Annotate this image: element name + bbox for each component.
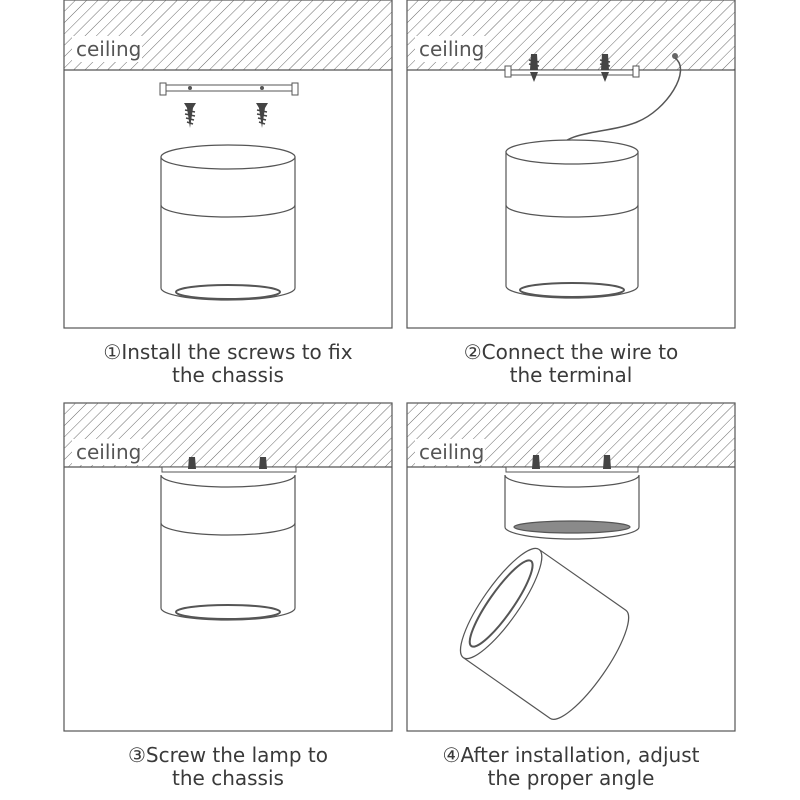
downlight-lamp	[161, 145, 295, 300]
caption-line: ③Screw the lamp to	[127, 743, 329, 767]
ceiling-label: ceiling	[419, 37, 485, 61]
step-4-panel	[407, 403, 735, 731]
step-3-panel	[64, 403, 392, 731]
step-1-panel	[64, 0, 392, 328]
caption-line: ②Connect the wire to	[463, 340, 679, 364]
screw-icon	[188, 457, 196, 469]
caption-line: ④After installation, adjust	[442, 743, 700, 767]
screw-icon	[532, 455, 540, 469]
caption-line: the terminal	[509, 363, 633, 387]
caption-line: ①Install the screws to fix	[103, 340, 353, 364]
downlight-lamp	[161, 475, 295, 620]
downlight-lamp	[506, 140, 638, 298]
caption-line: the proper angle	[487, 766, 655, 790]
chassis-bracket	[162, 467, 296, 472]
screw-icon	[259, 457, 267, 469]
screw-icon	[603, 455, 611, 469]
housing-opening	[514, 521, 630, 533]
step-3-caption	[38, 744, 418, 790]
chassis-bracket	[506, 467, 638, 472]
ceiling-label: ceiling	[76, 440, 142, 464]
ceiling-label: ceiling	[419, 440, 485, 464]
step-2-caption	[381, 341, 761, 387]
caption-line: the chassis	[172, 766, 284, 790]
ceiling-label: ceiling	[76, 37, 142, 61]
step-1-caption	[38, 341, 418, 387]
step-2-panel	[407, 0, 735, 328]
step-4-caption	[381, 744, 761, 790]
caption-line: the chassis	[172, 363, 284, 387]
